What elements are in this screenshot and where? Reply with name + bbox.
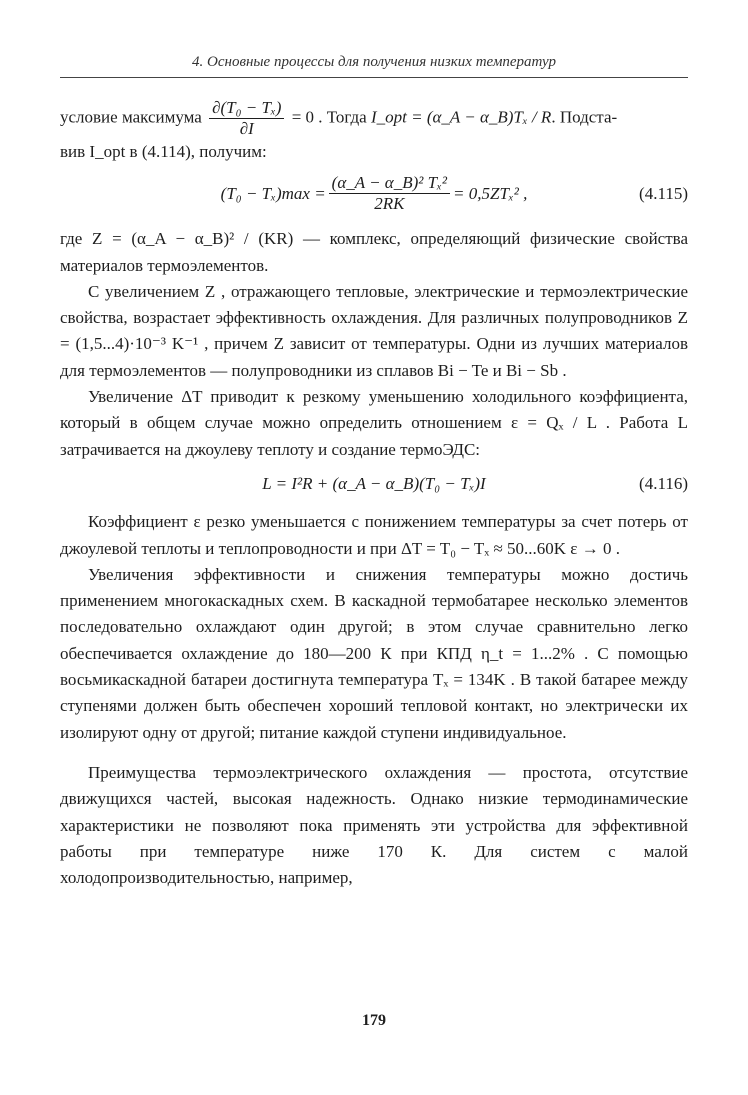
fraction-numerator: ∂(T₀ − Tₓ) [209,98,284,119]
text-fragment: условие максимума [60,107,202,127]
equation-body: L = I²R + (α_A − α_B)(T₀ − Tₓ)I [262,473,486,493]
equation-rhs: = 0,5ZTₓ² , [453,183,528,203]
equation-4-116 [60,471,688,497]
paragraph-where: где Z = (α_A − α_B)² / (KR) — комплекс, определяющий физические свойства материалов термоэлементов. [60,229,688,275]
derivative-fraction [209,98,284,139]
page-number: 179 [362,1012,386,1029]
equation-lhs: (T₀ − Tₓ)max = [220,183,326,203]
text-fragment: = 0 . Тогда [291,107,367,127]
line-max-condition [60,98,688,139]
paragraph-delta-t: Увеличение ΔT приводит к резкому уменьшению холодильного коэффициента, который в общем случае можно определить отношением ε = Qₓ / L . Работа L затрачивается на джоулеву теплоту и создание термоЭДС: [60,387,688,459]
page-body [60,98,688,891]
equation-number: (4.115) [639,183,688,203]
paragraph-gap [60,746,688,760]
fraction-numerator: (α_A − α_B)² Tₓ² [329,173,450,194]
fraction-denominator: ∂I [239,119,254,138]
paragraph-advantages: Преимущества термоэлектрического охлаждения — простота, отсутствие движущихся частей, высокая надежность. Однако низкие термодинамические характеристики не позволяют пока применять эти устройства для эффективной работы при температуре ниже 170 К. Для систем с малой холодопроизводительностью, например, [60,762,688,888]
line-substitution: вив I_opt в (4.114), получим: [60,142,267,161]
running-header: 4. Основные процессы для получения низких температур [60,54,688,78]
equation-fraction [329,173,450,214]
fraction-denominator: 2RK [374,194,405,214]
paragraph-z-effect: С увеличением Z , отражающего тепловые, электрические и термоэлектрические свойства, возрастает эффективность охлаждения. Для различных полупроводников Z = (1,5...4)·10⁻³ K⁻¹ , причем Z зависит от температуры. Одни из лучших материалов для термоэлементов — полупроводники из сплавов Bi − Te и Bi − Sb . [60,281,688,380]
paragraph-cascade: Увеличения эффективности и снижения температуры можно достичь применением многокаскадных схем. В каскадной термобатарее несколько элементов последовательно охлаждают один другой; в этом случае сравнительно легко обеспечивается охлаждение до 180—200 К при КПД η_t = 1...2% . С помощью восьмикаскадной батареи достигнута температура Tₓ = 134K . В такой батарее между ступенями должен быть обеспечен хороший тепловой контакт, но электрически их изолируют одну от другой; питание каждой ступени индивидуальное. [60,564,688,742]
equation-4-115 [60,173,688,214]
text-fragment: . Подста- [551,107,618,127]
equation-number: (4.116) [639,473,688,493]
iopt-formula: I_opt = (α_A − α_B)Tₓ / R [370,107,552,127]
paragraph-epsilon: Коэффициент ε резко уменьшается с понижением температуры за счет потерь от джоулевой теплоты и теплопроводности и при ΔT = T₀ − Tₓ ≈ 50...60K ε → 0 . [60,512,688,558]
